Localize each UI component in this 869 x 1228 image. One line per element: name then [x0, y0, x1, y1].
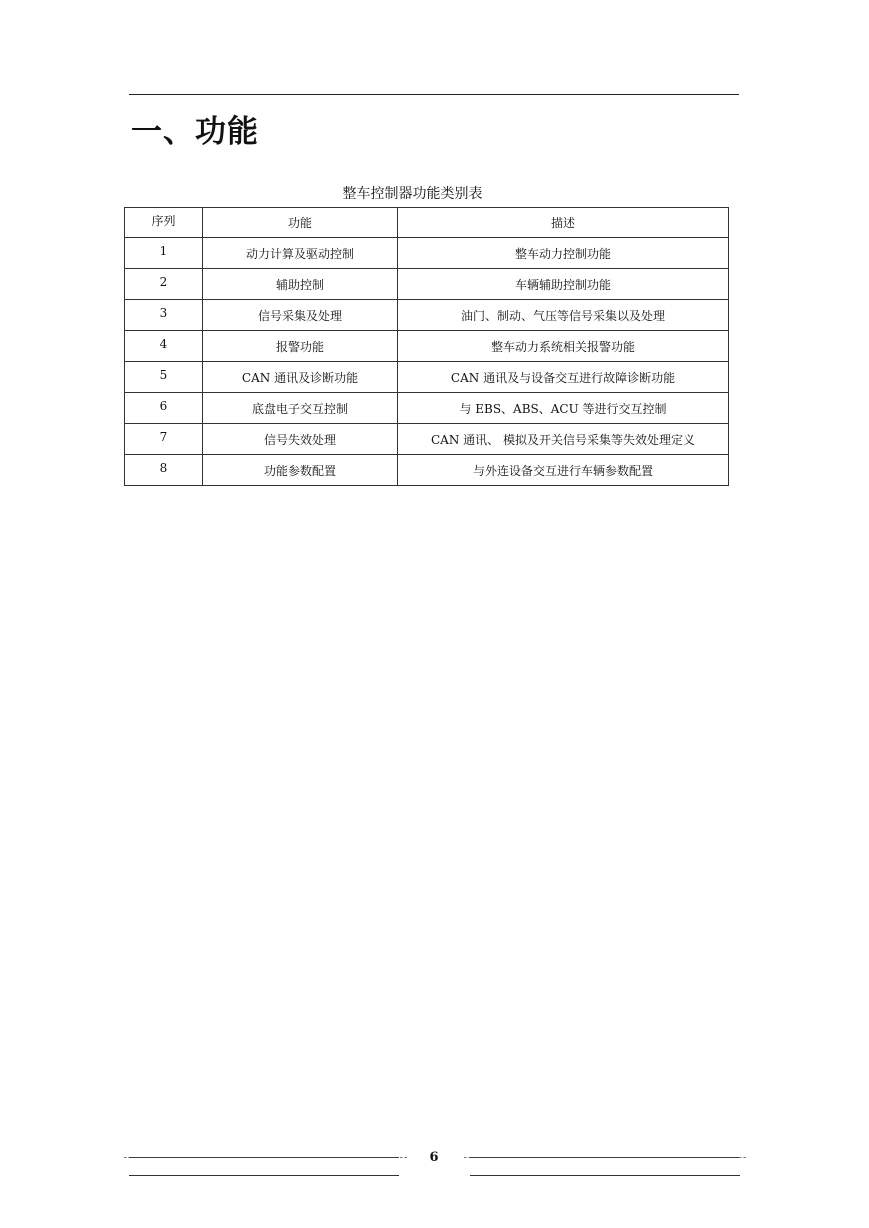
table-row	[125, 269, 729, 300]
cell-function: 信号采集及处理	[203, 300, 398, 331]
footer-underline-right	[470, 1175, 740, 1176]
cell-description: CAN 通讯及与设备交互进行故障诊断功能	[398, 362, 729, 393]
table-row	[125, 300, 729, 331]
table-row	[125, 393, 729, 424]
footer-underline-left	[129, 1175, 399, 1176]
cell-description: 车辆辅助控制功能	[398, 269, 729, 300]
table-row	[125, 424, 729, 455]
header-rule	[129, 94, 739, 95]
footer-rule-right	[470, 1157, 740, 1158]
section-heading: 一、功能	[131, 114, 259, 150]
cell-function: CAN 通讯及诊断功能	[203, 362, 398, 393]
table-row	[125, 238, 729, 269]
cell-seq: 1	[125, 238, 203, 269]
cell-seq: 3	[125, 300, 203, 331]
cell-description: 整车动力控制功能	[398, 238, 729, 269]
cell-seq: 4	[125, 331, 203, 362]
header-description: 描述	[398, 208, 729, 238]
cell-function: 报警功能	[203, 331, 398, 362]
table-row	[125, 331, 729, 362]
footer-rule-left	[129, 1157, 399, 1158]
cell-seq: 5	[125, 362, 203, 393]
page-number: 6	[429, 1150, 439, 1165]
table-row	[125, 455, 729, 486]
cell-description: 与 EBS、ABS、ACU 等进行交互控制	[398, 393, 729, 424]
header-seq: 序列	[125, 208, 203, 238]
cell-function: 底盘电子交互控制	[203, 393, 398, 424]
table-caption: 整车控制器功能类别表	[342, 186, 483, 202]
table-header-row	[125, 208, 729, 238]
cell-description: 与外连设备交互进行车辆参数配置	[398, 455, 729, 486]
header-function: 功能	[203, 208, 398, 238]
cell-seq: 8	[125, 455, 203, 486]
function-table	[124, 207, 729, 486]
cell-seq: 2	[125, 269, 203, 300]
page-footer	[124, 1148, 745, 1180]
cell-function: 动力计算及驱动控制	[203, 238, 398, 269]
cell-seq: 6	[125, 393, 203, 424]
table-row	[125, 362, 729, 393]
cell-function: 功能参数配置	[203, 455, 398, 486]
cell-description: 整车动力系统相关报警功能	[398, 331, 729, 362]
cell-function: 信号失效处理	[203, 424, 398, 455]
cell-function: 辅助控制	[203, 269, 398, 300]
footer-dash	[739, 1157, 746, 1158]
cell-description: 油门、制动、气压等信号采集以及处理	[398, 300, 729, 331]
cell-seq: 7	[125, 424, 203, 455]
cell-description: CAN 通讯、 模拟及开关信号采集等失效处理定义	[398, 424, 729, 455]
